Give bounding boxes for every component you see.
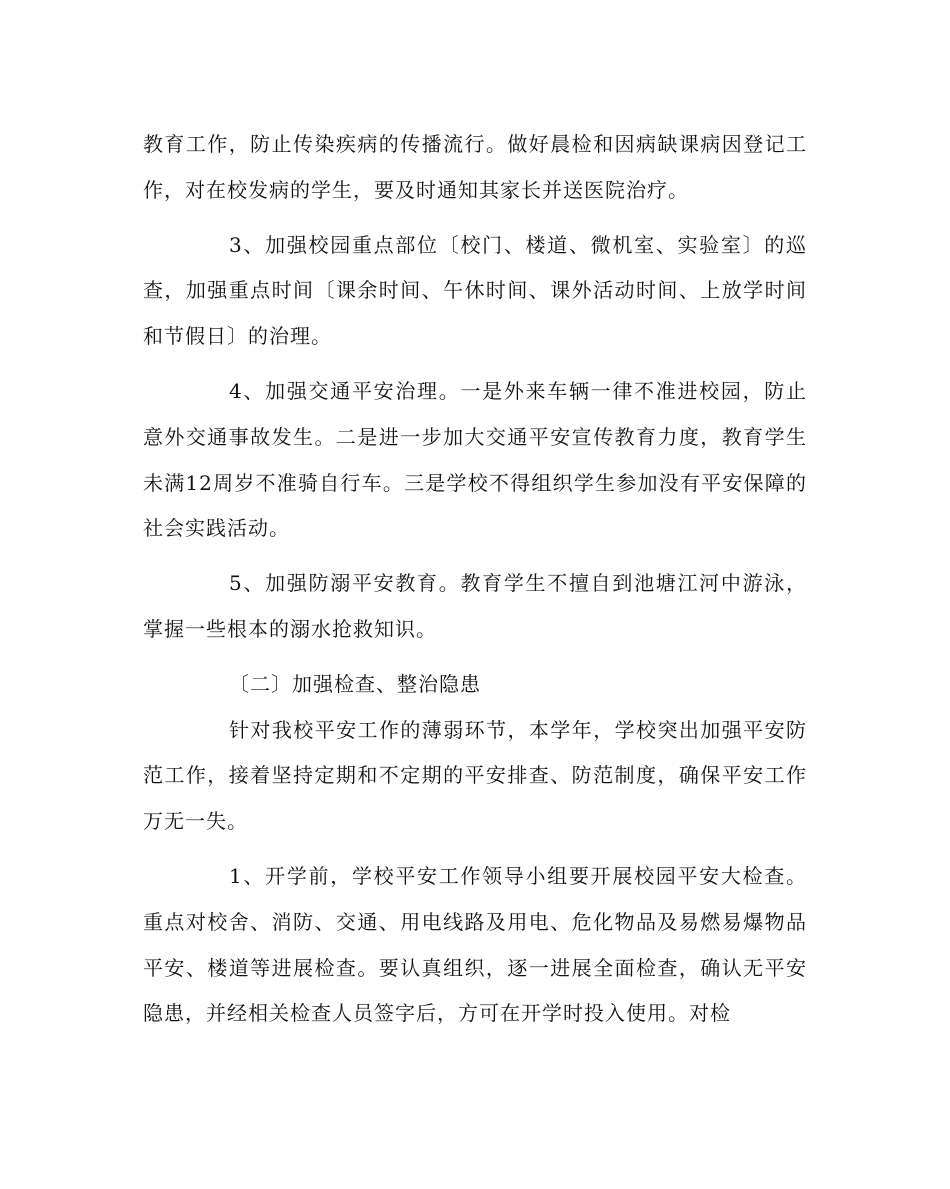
section-heading: 〔二〕加强检查、整治隐患 <box>229 671 481 696</box>
paragraph-continuation: 教育工作，防止传染疾病的传播流行。做好晨检和因病缺课病因登记工作，对在校发病的学生，要及时通知其家长并送医院治疗。 <box>143 132 807 202</box>
paragraph-item-1: 1、开学前，学校平安工作领导小组要开展校园平安大检查。重点对校舍、消防、交通、用电线路及用电、危化物品及易燃易爆物品平安、楼道等进展检查。要认真组织，逐一进展全面检查，确认无平安隐患，并经相关检查人员签字后，方可在开学时投入使用。对检 <box>143 863 807 1026</box>
paragraph-intro: 针对我校平安工作的薄弱环节，本学年，学校突出加强平安防范工作，接着坚持定期和不定期的平安排查、防范制度，确保平安工作万无一失。 <box>143 717 807 834</box>
paragraph-item-5: 5、加强防溺平安教育。教育学生不擅自到池塘江河中游泳，掌握一些根本的溺水抢救知识。 <box>143 571 807 641</box>
paragraph-item-3: 3、加强校园重点部位〔校门、楼道、微机室、实验室〕的巡查，加强重点时间〔课余时间、午休时间、课外活动时间、上放学时间和节假日〕的治理。 <box>143 232 807 349</box>
paragraph-item-4: 4、加强交通平安治理。一是外来车辆一律不准进校园，防止意外交通事故发生。二是进一步加大交通平安宣传教育力度，教育学生未满12周岁不准骑自行车。三是学校不得组织学生参加没有平安保障的社会实践活动。 <box>143 378 807 541</box>
document-body <box>143 122 807 1037</box>
